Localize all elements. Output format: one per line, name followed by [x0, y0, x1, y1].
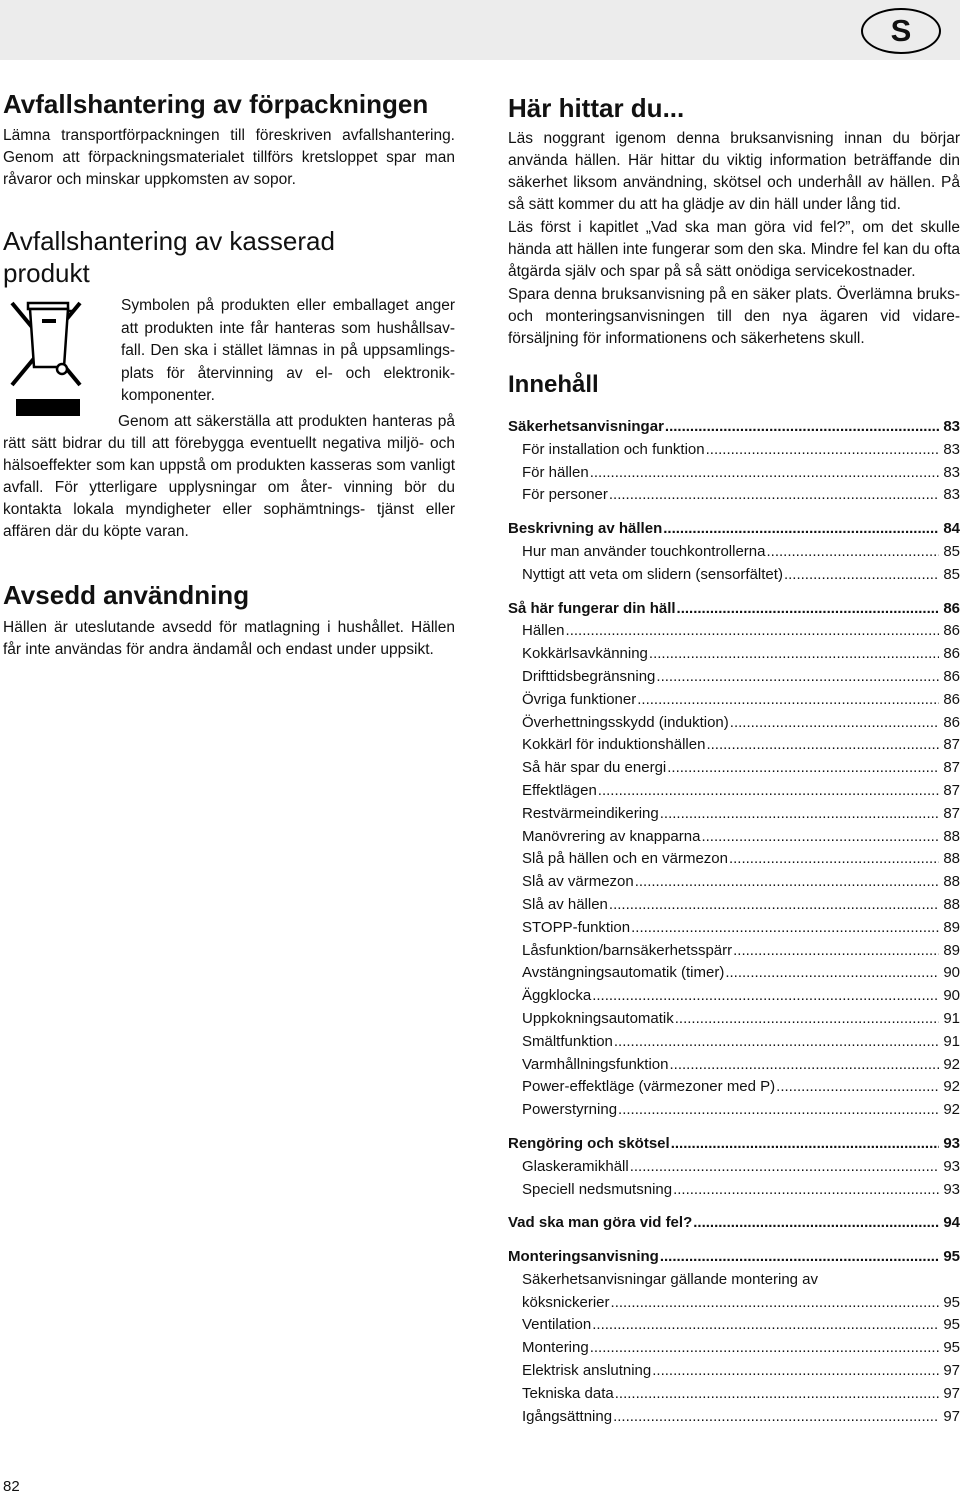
toc-entry: Tekniska data ..... 97 [508, 1383, 960, 1406]
language-badge: S [861, 8, 941, 54]
toc-entry: Kokkärl för induktionshällen ..... 87 [508, 734, 960, 757]
toc-entry: Glaskeramikhäll ..... 93 [508, 1156, 960, 1179]
toc-entry: Montering ..... 95 [508, 1337, 960, 1360]
product-disposal-text: Genom att säkerställa att produkten hanteras på rätt sätt bidrar du till att förebygga eventuellt negativa miljö- och hälsoeffekter som kan uppstå om produkten kasseras som vanligt avfall. För ytterligare upplysningar om åter- vinning bör du kontakta lokala myndigheter eller sophämtnings- tjänst eller affären där du köpte varan. [3, 412, 455, 540]
toc-entry: Rengöring och skötsel ..... 93 [508, 1133, 960, 1156]
toc-entry: Övriga funktioner ..... 86 [508, 689, 960, 712]
weee-symbol-text: Symbolen på produkten eller emballaget anger att produkten inte får hanteras som hushållsav- fall. Den ska i stället lämnas in på uppsamlings- plats för återvinning av el- och elektronik- komponenter. [121, 297, 455, 404]
toc-entry: Effektlägen ..... 87 [508, 780, 960, 803]
packaging-disposal-text: Lämna transportförpackningen till föreskriven avfallshantering. Genom att förpackningsmaterialet tillförs kretsloppet spar man råvaror och minskar uppkomsten av sopor. [3, 127, 455, 188]
toc-section-description [508, 518, 960, 586]
product-disposal-heading-line1: Avfallshantering av kasserad [3, 226, 335, 256]
toc-entry: Så här spar du energi ..... 87 [508, 757, 960, 780]
toc-entry: Ventilation ..... 95 [508, 1314, 960, 1337]
toc-entry: För hällen ..... 83 [508, 462, 960, 485]
header-bar [0, 0, 960, 60]
intro-paragraph-1: Läs noggrant igenom denna bruksanvisning innan du börjar använda hällen. Här hittar du viktig information beträffande din säkerhet liksom användning, skötsel och underhåll av hällen. På så sätt kommer du att ha glädje av din häll under lång tid. [508, 130, 960, 213]
toc-entry: Speciell nedsmutsning ..... 93 [508, 1179, 960, 1202]
toc-entry: Vad ska man göra vid fel? ..... 94 [508, 1212, 960, 1235]
toc-entry: Säkerhetsanvisningar ..... 83 [508, 416, 960, 439]
right-column [508, 92, 960, 1428]
toc-entry: Igångsättning ..... 97 [508, 1406, 960, 1429]
toc-entry: Drifttidsbegränsning ..... 86 [508, 666, 960, 689]
toc-entry: Slå på hällen och en värmezon ..... 88 [508, 848, 960, 871]
intended-use-heading: Avsedd användning [3, 579, 250, 610]
toc-entry: Powerstyrning ..... 92 [508, 1099, 960, 1122]
page-number: 82 [3, 1478, 20, 1495]
intended-use-text: Hällen är uteslutande avsedd för matlagning i hushållet. Hällen får inte användas för andra ändamål och endast under uppsikt. [3, 618, 455, 658]
product-disposal-heading-line2: produkt [3, 258, 90, 288]
toc-entry: Power-effektläge (värmezoner med P) ..... 92 [508, 1076, 960, 1099]
toc-section-installation [508, 1246, 960, 1428]
toc-entry: Hur man använder touchkontrollerna ..... 85 [508, 541, 960, 564]
toc-entry-continued: Säkerhetsanvisningar gällande montering av [522, 1270, 819, 1288]
toc-entry: För installation och funktion ..... 83 [508, 439, 960, 462]
intro-heading: Här hittar du... [508, 93, 685, 123]
toc-entry: Varmhållningsfunktion ..... 92 [508, 1054, 960, 1077]
toc-entry: Nyttigt att veta om slidern (sensorfältet) ..... 85 [508, 564, 960, 587]
toc-entry: Slå av hällen ..... 88 [508, 894, 960, 917]
toc-entry: Så här fungerar din häll ..... 86 [508, 598, 960, 621]
toc-entry: Låsfunktion/barnsäkerhetsspärr ..... 89 [508, 940, 960, 963]
toc-section-operation [508, 598, 960, 1122]
toc-section-safety [508, 416, 960, 507]
toc-entry: Smältfunktion ..... 91 [508, 1031, 960, 1054]
toc-section-troubleshooting [508, 1212, 960, 1235]
packaging-disposal-heading: Avfallshantering av förpackningen [3, 89, 429, 119]
toc-entry: Elektrisk anslutning ..... 97 [508, 1360, 960, 1383]
toc-entry: Överhettningsskydd (induktion) ..... 86 [508, 712, 960, 735]
left-column [3, 88, 455, 661]
toc-entry: Restvärmeindikering ..... 87 [508, 803, 960, 826]
toc-entry: Slå av värmezon ..... 88 [508, 871, 960, 894]
crossed-out-wheelie-bin-icon [6, 289, 86, 419]
toc-entry: köksnickerier ..... 95 [508, 1292, 960, 1315]
intro-paragraph-2: Läs först i kapitlet „Vad ska man göra vid fel?”, om det skulle hända att hällen inte fungerar som den ska. Mindre fel kan du ofta åtgärda själv och spar på så sätt onödiga servicekostnader. [508, 219, 960, 280]
toc-heading: Innehåll [508, 371, 599, 398]
toc-entry: Avstängningsautomatik (timer) ..... 90 [508, 962, 960, 985]
toc-section-cleaning [508, 1133, 960, 1201]
toc-entry: Hällen ..... 86 [508, 620, 960, 643]
toc-entry: Äggklocka ..... 90 [508, 985, 960, 1008]
toc-entry: Kokkärlsavkänning ..... 86 [508, 643, 960, 666]
toc-entry: Manövrering av knapparna ..... 88 [508, 826, 960, 849]
toc-entry: För personer ..... 83 [508, 484, 960, 507]
intro-paragraph-3: Spara denna bruksanvisning på en säker plats. Överlämna bruks- och monteringsanvisningen till den nya ägaren vid vidare-försäljning för informationens och säkerhetens skull. [508, 286, 960, 347]
toc-entry: STOPP-funktion ..... 89 [508, 917, 960, 940]
toc-entry: Beskrivning av hällen ..... 84 [508, 518, 960, 541]
toc-entry: Uppkokningsautomatik ..... 91 [508, 1008, 960, 1031]
toc-entry: Monteringsanvisning ..... 95 [508, 1246, 960, 1269]
